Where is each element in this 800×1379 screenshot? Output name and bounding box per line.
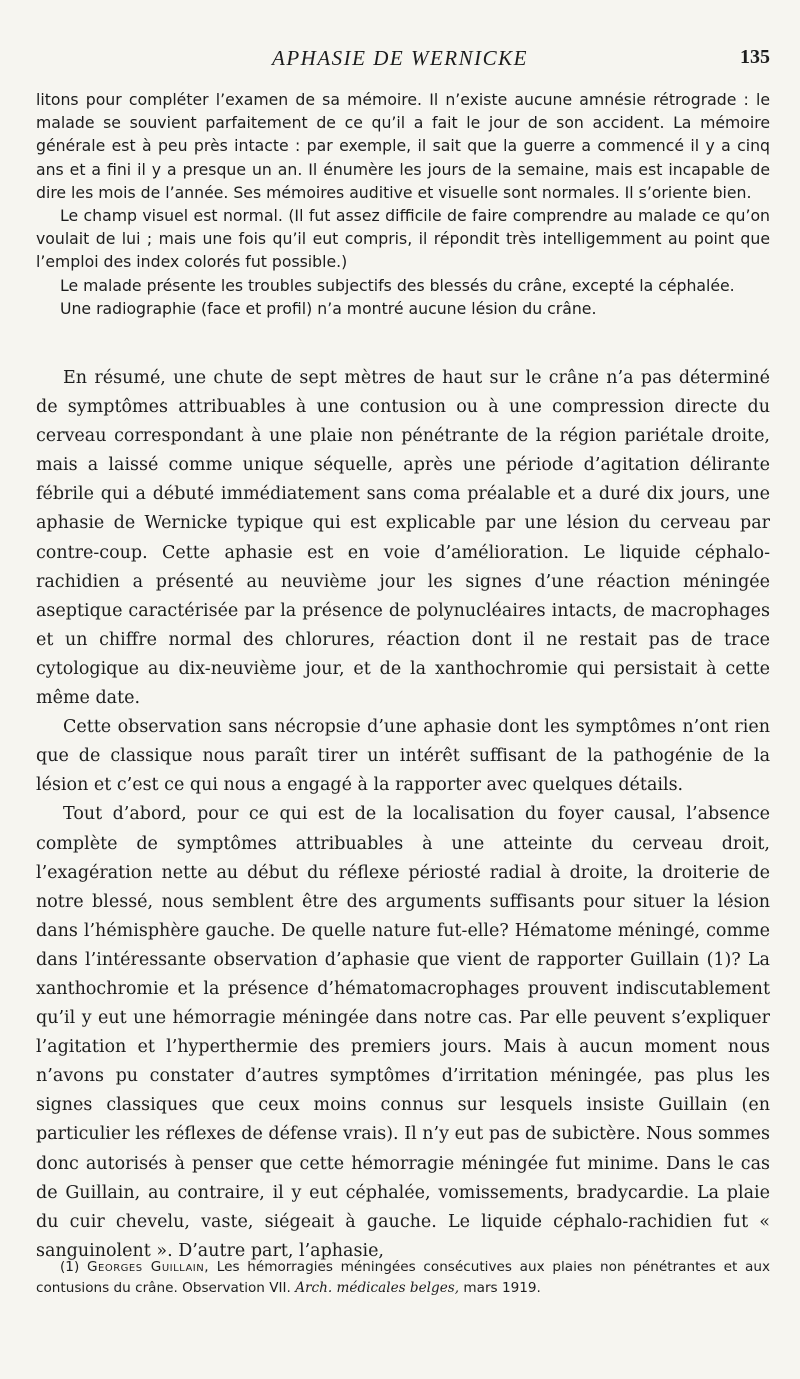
footnote-author: Georges Guillain, (86, 1259, 210, 1275)
footnote (36, 1257, 770, 1299)
paragraph: Le malade présente les troubles subjectifs des blessés du crâne, excepté la céphalée. (60, 275, 735, 295)
paragraph: En résumé, une chute de sept mètres de haut sur le crâne n’a pas déterminé de symptômes attribuables à une contusion ou à une compression directe du cerveau correspondant à une plaie non pénétrante de la région pariétale droite, mais a laissé comme unique séquelle, après une période d’agitation délirante fébrile qui a débuté immédiatement sans coma préalable et a duré dix jours, une aphasie de Wernicke typique qui est explicable par une lésion du cerveau par contre-coup. Cette aphasie est en voie d’amélioration. Le liquide céphalo-rachidien a présenté au neuvième jour les signes d’une réaction méningée aseptique caractérisée par la présence de polynucléaires intacts, de macrophages et un chiffre normal des chlorures, réaction dont il ne restait pas de trace cytologique au dix-neuvième jour, et de la xanthochromie qui persistait à cette même date. (36, 368, 770, 709)
paragraph: Le champ visuel est normal. (Il fut assez difficile de faire comprendre au malade ce qu’on voulait de lui ; mais une fois qu’il eut compris, il répondit très intelligemment au point que l’emploi des index colorés fut possible.) (36, 206, 770, 272)
paragraph: Cette observation sans nécropsie d’une aphasie dont les symptômes n’ont rien que de classique nous paraît tirer un intérêt suffisant de la pathogénie de la lésion et c’est ce qui nous a engagé à la rapporter avec quelques détails. (36, 717, 770, 796)
footnote-text: Les hémorragies méningées consécutives aux plaies non pénétrantes et aux contusions du crâne. Observation VII. (36, 1259, 770, 1296)
paragraph: Une radiographie (face et profil) n’a montré aucune lésion du crâne. (60, 298, 597, 318)
page-header (0, 46, 800, 76)
paragraph: Tout d’abord, pour ce qui est de la localisation du foyer causal, l’absence complète de symptômes attribuables à une atteinte du cerveau droit, l’exagération nette au début du réflexe périosté radial à droite, la droiterie de notre blessé, nous semblent être des arguments suffisants pour situer la lésion dans l’hémisphère gauche. De quelle nature fut-elle? Hématome méningé, comme dans l’intéressante observation d’aphasie que vient de rapporter Guillain (1)? La xanthochromie et la présence d’hématomacrophages prouvent indiscutablement qu’il y eut une hémorragie méningée dans notre cas. Par elle peuvent s’expliquer l’agitation et l’hyperthermie des premiers jours. Mais à aucun moment nous n’avons pu constater d’autres symptômes d’irritation méningée, pas plus les signes classiques que ceux moins connus sur lesquels insiste Guillain (en particulier les réflexes de défense vrais). Il n’y eut pas de subictère. Nous sommes donc autorisés à penser que cette hémorragie méningée fut minime. Dans le cas de Guillain, au contraire, il y eut céphalée, vomissements, bradycardie. La plaie du cuir chevelu, vaste, siégeait à gauche. Le liquide céphalo-rachidien fut « sanguinolent ». D’autre part, l’aphasie, (36, 804, 770, 1261)
running-title: APHASIE DE WERNICKE (272, 46, 528, 70)
footnote-date: mars 1919. (463, 1280, 541, 1296)
paragraph: litons pour compléter l’examen de sa mémoire. Il n’existe aucune amnésie rétrograde : le malade se souvient parfaitement de ce qu’il a fait le jour de son accident. La mémoire générale est à peu près intacte : par exemple, il sait que la guerre a commencé il y a cinq ans et a fini il y a presque un an. Il énumère les jours de la semaine, mais est incapable de dire les mois de l’année. Ses mémoires auditive et visuelle sont normales. Il s’oriente bien. (36, 90, 770, 202)
case-report-section (36, 88, 770, 320)
page-number: 135 (740, 46, 770, 68)
discussion-section (36, 364, 770, 1266)
footnote-journal: Arch. médicales belges, (295, 1280, 460, 1296)
footnote-marker: (1) (60, 1259, 80, 1275)
